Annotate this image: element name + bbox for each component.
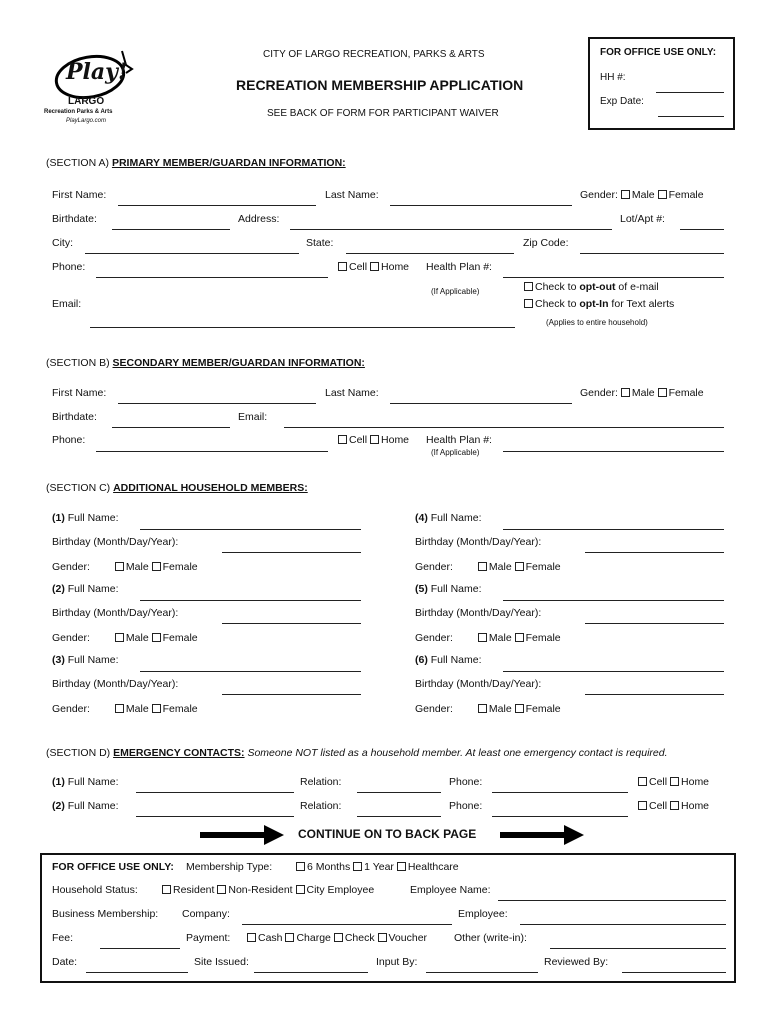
company-label: Company:: [182, 908, 230, 920]
payment-options: [247, 932, 427, 944]
site-issued-label: Site Issued:: [194, 956, 249, 968]
member-number: (5): [415, 583, 428, 595]
a-health-field[interactable]: [503, 277, 724, 278]
b-birthdate-field[interactable]: [112, 427, 230, 428]
member-male-label: Male: [488, 703, 512, 715]
non-resident-label: Non-Resident: [228, 884, 293, 896]
member-3-male-checkbox[interactable]: [115, 704, 124, 713]
b-birthdate-label: Birthdate:: [52, 411, 97, 423]
member-5-name-row: [415, 583, 482, 595]
member-2-male-checkbox[interactable]: [115, 633, 124, 642]
six-months-checkbox[interactable]: [296, 862, 305, 871]
member-female-label: Female: [525, 703, 561, 715]
b-first-name-field[interactable]: [118, 403, 316, 404]
contact-cell-label: Cell: [649, 800, 668, 812]
member-female-label: Female: [525, 561, 561, 573]
cash-checkbox[interactable]: [247, 933, 256, 942]
a-city-label: City:: [52, 237, 73, 249]
member-2-name-field[interactable]: [140, 600, 361, 601]
a-optout-email: Check to opt-out of e-mail: [524, 281, 659, 293]
header-subtitle: SEE BACK OF FORM FOR PARTICIPANT WAIVER: [267, 108, 499, 119]
a-first-name-field[interactable]: [118, 205, 316, 206]
a-address-label: Address:: [238, 213, 280, 225]
office-use-box-top: [588, 37, 735, 130]
contact-1-relation-field[interactable]: [357, 792, 441, 793]
business-membership-label: Business Membership:: [52, 908, 159, 920]
contact-2-cell-checkbox[interactable]: [638, 801, 647, 810]
six-months-label: 6 Months: [307, 861, 351, 873]
section-a-heading: PRIMARY MEMBER/GUARDAN INFORMATION:: [111, 157, 346, 169]
logo-main-text: Play!: [66, 59, 128, 85]
member-male-label: Male: [488, 632, 512, 644]
date-field[interactable]: [86, 972, 188, 973]
resident-checkbox[interactable]: [162, 885, 171, 894]
member-6-male-checkbox[interactable]: [478, 704, 487, 713]
contact-full-name-label: Full Name:: [67, 800, 119, 812]
member-2-name-row: [52, 583, 119, 595]
member-6-birthday-field[interactable]: [585, 694, 724, 695]
contact-1-relation-label: Relation:: [300, 776, 342, 788]
contact-1-phone-field[interactable]: [492, 792, 628, 793]
a-last-name-label: Last Name:: [325, 189, 379, 201]
contact-home-label: Home: [681, 776, 710, 788]
contact-2-relation-label: Relation:: [300, 800, 342, 812]
member-gender-label: Gender:: [52, 561, 90, 573]
a-state-label: State:: [306, 237, 334, 249]
b-if-applicable: (If Applicable): [431, 448, 480, 457]
section-b-title: [46, 357, 365, 369]
logo: [42, 45, 142, 133]
cash-label: Cash: [258, 932, 283, 944]
member-4-birthday-label: Birthday (Month/Day/Year):: [415, 536, 542, 548]
member-gender-label: Gender:: [415, 561, 453, 573]
contact-number: (2): [52, 800, 65, 812]
office-hh-label: HH #:: [600, 72, 626, 83]
header-city: CITY OF LARGO RECREATION, PARKS & ARTS: [263, 49, 485, 60]
b-gender: [580, 387, 704, 399]
a-state-field[interactable]: [346, 253, 514, 254]
member-female-label: Female: [162, 561, 198, 573]
employee-field[interactable]: [520, 924, 726, 925]
a-lot-label: Lot/Apt #:: [620, 213, 665, 225]
a-phone-label: Phone:: [52, 261, 86, 273]
healthcare-checkbox[interactable]: [397, 862, 406, 871]
other-label: Other (write-in):: [454, 932, 527, 944]
b-last-name-field[interactable]: [390, 403, 572, 404]
b-home-checkbox[interactable]: [370, 435, 379, 444]
city-employee-label: City Employee: [306, 884, 375, 896]
b-female-label: Female: [668, 387, 704, 399]
voucher-checkbox[interactable]: [378, 933, 387, 942]
member-male-label: Male: [125, 632, 149, 644]
member-number: (6): [415, 654, 428, 666]
a-male-label: Male: [631, 189, 655, 201]
member-full-name-label: Full Name:: [430, 654, 482, 666]
member-5-female-checkbox[interactable]: [515, 633, 524, 642]
page-title: RECREATION MEMBERSHIP APPLICATION: [236, 77, 524, 93]
healthcare-label: Healthcare: [407, 861, 459, 873]
member-2-female-checkbox[interactable]: [152, 633, 161, 642]
site-issued-field[interactable]: [254, 972, 368, 973]
member-1-birthday-label: Birthday (Month/Day/Year):: [52, 536, 179, 548]
section-a-title: [46, 157, 346, 169]
section-c-prefix: (SECTION C): [46, 482, 111, 494]
member-6-name-field[interactable]: [503, 671, 724, 672]
b-health-field[interactable]: [503, 451, 724, 452]
a-gender-label: Gender:: [580, 189, 618, 201]
member-4-male-checkbox[interactable]: [478, 562, 487, 571]
office-exp-label: Exp Date:: [600, 96, 644, 107]
member-female-label: Female: [525, 632, 561, 644]
a-optin-text: Check to opt-In for Text alerts: [524, 298, 674, 310]
one-year-checkbox[interactable]: [353, 862, 362, 871]
member-2-birthday-label: Birthday (Month/Day/Year):: [52, 607, 179, 619]
member-5-gender: [415, 632, 561, 644]
member-6-name-row: [415, 654, 482, 666]
reviewed-by-field[interactable]: [622, 972, 726, 973]
a-birthdate-field[interactable]: [112, 229, 230, 230]
a-female-label: Female: [668, 189, 704, 201]
member-male-label: Male: [125, 703, 149, 715]
payment-label: Payment:: [186, 932, 231, 944]
member-full-name-label: Full Name:: [67, 583, 119, 595]
member-1-gender: [52, 561, 198, 573]
employee-label: Employee:: [458, 908, 508, 920]
contact-number: (1): [52, 776, 65, 788]
member-5-male-checkbox[interactable]: [478, 633, 487, 642]
member-2-birthday-field[interactable]: [222, 623, 361, 624]
member-2-gender: [52, 632, 198, 644]
member-full-name-label: Full Name:: [430, 512, 482, 524]
contact-home-label: Home: [681, 800, 710, 812]
office-bottom-title: FOR OFFICE USE ONLY:: [52, 861, 174, 873]
fee-field[interactable]: [100, 948, 180, 949]
a-phone-type: [338, 261, 409, 273]
member-6-birthday-label: Birthday (Month/Day/Year):: [415, 678, 542, 690]
office-use-box-bottom: [40, 853, 736, 983]
member-4-name-field[interactable]: [503, 529, 724, 530]
member-number: (1): [52, 512, 65, 524]
member-number: (3): [52, 654, 65, 666]
household-status-label: Household Status:: [52, 884, 138, 896]
arrow-left-icon: [200, 828, 284, 842]
one-year-label: 1 Year: [364, 861, 394, 873]
a-phone-field[interactable]: [96, 277, 328, 278]
a-gender: [580, 189, 704, 201]
member-gender-label: Gender:: [52, 703, 90, 715]
section-c-title: [46, 482, 308, 494]
a-email-label: Email:: [52, 298, 82, 310]
a-cell-checkbox[interactable]: [338, 262, 347, 271]
b-health-label: Health Plan #:: [426, 434, 492, 446]
b-email-label: Email:: [238, 411, 268, 423]
member-3-birthday-field[interactable]: [222, 694, 361, 695]
a-optout-checkbox[interactable]: [524, 282, 533, 291]
contact-2-name-field[interactable]: [136, 816, 294, 817]
fee-label: Fee:: [52, 932, 74, 944]
logo-site-text: PlayLargo.com: [66, 118, 107, 124]
charge-label: Charge: [296, 932, 331, 944]
b-cell-label: Cell: [349, 434, 368, 446]
contact-2-phone-type: [638, 800, 709, 812]
a-first-name-label: First Name:: [52, 189, 107, 201]
member-6-female-checkbox[interactable]: [515, 704, 524, 713]
other-field[interactable]: [550, 948, 726, 949]
member-full-name-label: Full Name:: [67, 654, 119, 666]
a-health-label: Health Plan #:: [426, 261, 492, 273]
a-lot-field[interactable]: [680, 229, 724, 230]
contact-cell-label: Cell: [649, 776, 668, 788]
section-d-prefix: (SECTION D): [46, 747, 111, 759]
continue-label: CONTINUE ON TO BACK PAGE: [298, 827, 477, 841]
member-female-label: Female: [162, 632, 198, 644]
b-male-label: Male: [631, 387, 655, 399]
arrow-right-icon: [500, 828, 584, 842]
office-top-title: FOR OFFICE USE ONLY:: [600, 47, 717, 58]
member-1-female-checkbox[interactable]: [152, 562, 161, 571]
check-label: Check: [344, 932, 375, 944]
city-employee-checkbox[interactable]: [296, 885, 305, 894]
b-last-name-label: Last Name:: [325, 387, 379, 399]
voucher-label: Voucher: [388, 932, 428, 944]
b-cell-checkbox[interactable]: [338, 435, 347, 444]
resident-label: Resident: [173, 884, 215, 896]
office-hh-field[interactable]: [656, 92, 724, 93]
member-full-name-label: Full Name:: [67, 512, 119, 524]
b-male-checkbox[interactable]: [621, 388, 630, 397]
logo-sub-text: Recreation Parks & Arts: [44, 109, 113, 115]
member-3-name-row: [52, 654, 119, 666]
section-c-heading: ADDITIONAL HOUSEHOLD MEMBERS:: [113, 482, 308, 494]
contact-2-relation-field[interactable]: [357, 816, 441, 817]
section-b-heading: SECONDARY MEMBER/GUARDAN INFORMATION:: [112, 357, 365, 369]
member-5-birthday-field[interactable]: [585, 623, 724, 624]
member-1-birthday-field[interactable]: [222, 552, 361, 553]
a-female-checkbox[interactable]: [658, 190, 667, 199]
member-4-name-row: [415, 512, 482, 524]
office-exp-field[interactable]: [658, 116, 724, 117]
section-a-prefix: (SECTION A): [46, 157, 110, 169]
contact-1-name-row: [52, 776, 119, 788]
membership-type-label: Membership Type:: [186, 861, 273, 873]
member-number: (4): [415, 512, 428, 524]
date-label: Date:: [52, 956, 78, 968]
contact-2-phone-field[interactable]: [492, 816, 628, 817]
member-5-birthday-label: Birthday (Month/Day/Year):: [415, 607, 542, 619]
a-last-name-field[interactable]: [390, 205, 572, 206]
member-5-name-field[interactable]: [503, 600, 724, 601]
b-female-checkbox[interactable]: [658, 388, 667, 397]
charge-checkbox[interactable]: [285, 933, 294, 942]
logo-largo-text: LARGO: [68, 96, 105, 107]
member-female-label: Female: [162, 703, 198, 715]
member-3-name-field[interactable]: [140, 671, 361, 672]
member-3-birthday-label: Birthday (Month/Day/Year):: [52, 678, 179, 690]
member-1-name-row: [52, 512, 119, 524]
section-d-heading: EMERGENCY CONTACTS:: [113, 747, 245, 759]
member-number: (2): [52, 583, 65, 595]
b-gender-label: Gender:: [580, 387, 618, 399]
employee-name-label: Employee Name:: [410, 884, 491, 896]
membership-type-options: [296, 861, 459, 873]
company-field[interactable]: [242, 924, 452, 925]
section-d-note: Someone NOT listed as a household member. At least one emergency contact is required.: [247, 747, 668, 759]
a-applies-note: (Applies to entire household): [546, 318, 648, 327]
b-phone-type: [338, 434, 409, 446]
contact-1-phone-type: [638, 776, 709, 788]
b-email-field[interactable]: [284, 427, 724, 428]
section-b-prefix: (SECTION B): [46, 357, 110, 369]
member-gender-label: Gender:: [415, 632, 453, 644]
reviewed-by-label: Reviewed By:: [544, 956, 609, 968]
input-by-field[interactable]: [426, 972, 538, 973]
a-home-label: Home: [381, 261, 410, 273]
input-by-label: Input By:: [376, 956, 418, 968]
a-optin-checkbox[interactable]: [524, 299, 533, 308]
non-resident-checkbox[interactable]: [217, 885, 226, 894]
section-d-title: [46, 747, 668, 759]
member-4-gender: [415, 561, 561, 573]
a-city-field[interactable]: [85, 253, 299, 254]
member-gender-label: Gender:: [415, 703, 453, 715]
member-3-female-checkbox[interactable]: [152, 704, 161, 713]
member-full-name-label: Full Name:: [430, 583, 482, 595]
a-address-field[interactable]: [290, 229, 612, 230]
member-6-gender: [415, 703, 561, 715]
member-1-male-checkbox[interactable]: [115, 562, 124, 571]
contact-1-home-checkbox[interactable]: [670, 777, 679, 786]
a-birthdate-label: Birthdate:: [52, 213, 97, 225]
a-zip-label: Zip Code:: [523, 237, 569, 249]
a-email-field[interactable]: [90, 327, 515, 328]
contact-2-phone-label: Phone:: [449, 800, 483, 812]
household-status-options: [162, 884, 374, 896]
member-4-birthday-field[interactable]: [585, 552, 724, 553]
contact-2-name-row: [52, 800, 119, 812]
member-male-label: Male: [488, 561, 512, 573]
a-male-checkbox[interactable]: [621, 190, 630, 199]
contact-full-name-label: Full Name:: [67, 776, 119, 788]
member-3-gender: [52, 703, 198, 715]
a-home-checkbox[interactable]: [370, 262, 379, 271]
a-cell-label: Cell: [349, 261, 368, 273]
member-gender-label: Gender:: [52, 632, 90, 644]
a-zip-field[interactable]: [580, 253, 724, 254]
contact-1-name-field[interactable]: [136, 792, 294, 793]
contact-2-home-checkbox[interactable]: [670, 801, 679, 810]
member-4-female-checkbox[interactable]: [515, 562, 524, 571]
b-phone-label: Phone:: [52, 434, 86, 446]
b-home-label: Home: [381, 434, 410, 446]
employee-name-field[interactable]: [498, 900, 726, 901]
check-checkbox[interactable]: [334, 933, 343, 942]
member-1-name-field[interactable]: [140, 529, 361, 530]
member-male-label: Male: [125, 561, 149, 573]
b-first-name-label: First Name:: [52, 387, 107, 399]
b-phone-field[interactable]: [96, 451, 328, 452]
a-if-applicable: (If Applicable): [431, 287, 480, 296]
contact-1-phone-label: Phone:: [449, 776, 483, 788]
contact-1-cell-checkbox[interactable]: [638, 777, 647, 786]
